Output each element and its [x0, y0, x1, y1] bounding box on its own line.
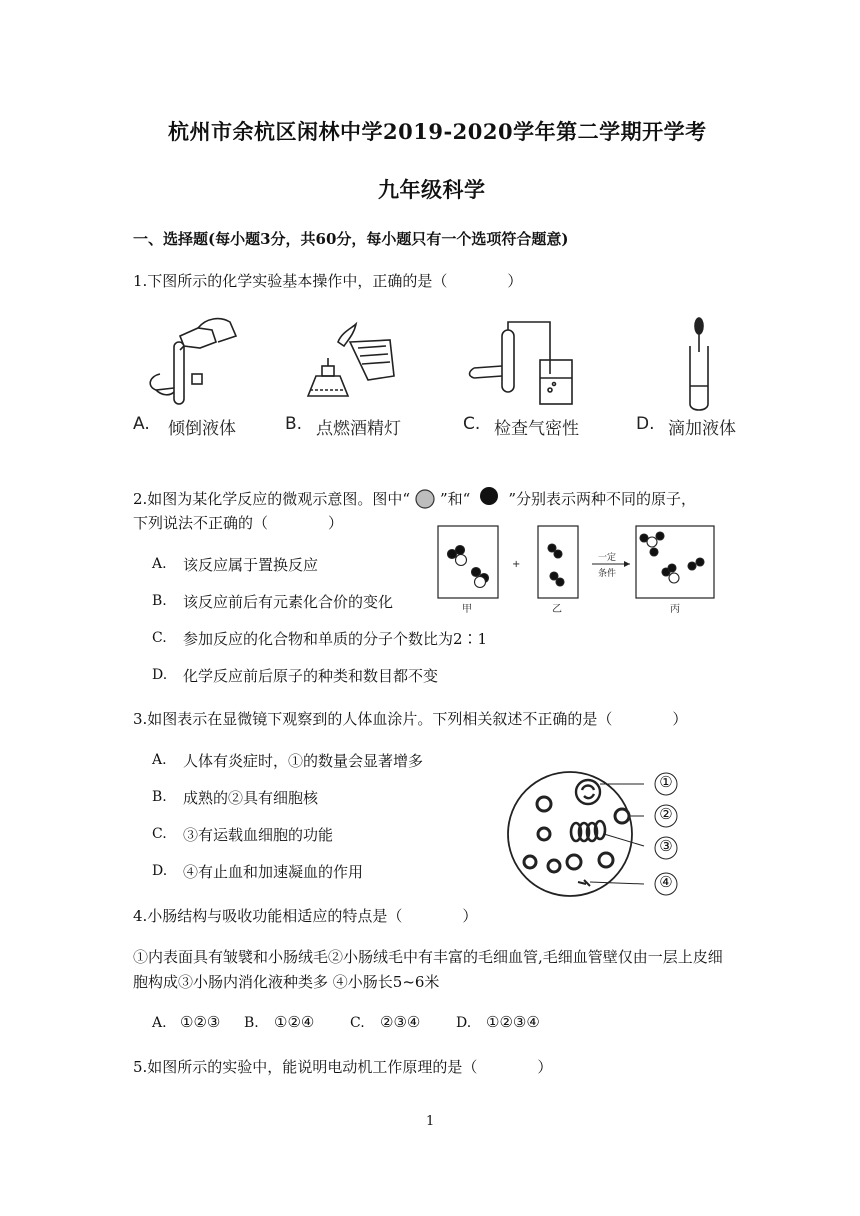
q3-option-c-text: ③有运载血细胞的功能 — [183, 826, 334, 844]
page-subtitle: 九年级科学 — [378, 177, 486, 202]
q2-stem-part2: ”和“ — [439, 490, 471, 508]
fig-a-label: 倾倒液体 — [168, 419, 236, 439]
q3-option-c-letter: C. — [152, 826, 167, 842]
airtightness-check-icon — [466, 316, 578, 414]
black-atom-icon — [476, 486, 502, 508]
fig-c-label: 检查气密性 — [494, 419, 579, 439]
blood-label-3: ③ — [659, 837, 673, 855]
label-bing: 丙 — [670, 604, 680, 615]
fig-b-label: 点燃酒精灯 — [316, 419, 401, 439]
q2-stem-part3: ”分别表示两种不同的原子， — [508, 490, 696, 508]
q4-option-c-text: ②③④ — [380, 1013, 421, 1031]
q3-option-d-text: ④有止血和加速凝血的作用 — [183, 863, 364, 881]
q4-option-a-letter: A. — [152, 1015, 167, 1031]
q4-option-b-letter: B. — [244, 1015, 259, 1031]
dropper-icon — [680, 316, 720, 414]
fig-b-letter: B. — [285, 414, 303, 434]
q3-option-b-letter: B. — [152, 789, 167, 805]
q4-option-b-text: ①②④ — [274, 1013, 315, 1031]
question-4-line1: ①内表面具有皱襞和小肠绒毛②小肠绒毛中有丰富的毛细血管,毛细血管壁仅由一层上皮细 — [133, 948, 723, 966]
box-jia — [438, 526, 498, 598]
label-yi: 乙 — [552, 604, 562, 615]
plus-sign: + — [512, 559, 521, 570]
grey-atom-icon — [414, 488, 436, 510]
arrow-condition-bottom: 条件 — [598, 569, 617, 579]
q4-option-d-text: ①②③④ — [486, 1013, 540, 1031]
question-4-stem: 4.小肠结构与吸收功能相适应的特点是（ ） — [133, 907, 478, 925]
question-5-stem: 5.如图所示的实验中，能说明电动机工作原理的是（ ） — [133, 1058, 553, 1076]
q4-option-c-letter: C. — [350, 1015, 365, 1031]
question-1-stem: 1.下图所示的化学实验基本操作中，正确的是（ ） — [133, 272, 523, 290]
question-4-line2: 胞构成③小肠内消化液种类多 ④小肠长5~6米 — [133, 973, 440, 991]
q4-option-d-letter: D. — [456, 1015, 472, 1031]
fig-d-label: 滴加液体 — [668, 419, 736, 439]
q2-option-d-text: 化学反应前后原子的种类和数目都不变 — [183, 667, 439, 685]
blood-label-1: ① — [659, 773, 673, 791]
blood-label-4: ④ — [659, 873, 673, 891]
q3-option-a-letter: A. — [152, 752, 167, 768]
q2-option-a-letter: A. — [152, 556, 167, 572]
q3-option-a-text: 人体有炎症时，①的数量会显著增多 — [183, 752, 424, 770]
question-2-stem-line1 — [133, 486, 696, 510]
page-number: 1 — [426, 1114, 435, 1129]
q4-option-a-text: ①②③ — [180, 1013, 221, 1031]
q2-stem-part1: 2.如图为某化学反应的微观示意图。图中“ — [133, 490, 410, 508]
pouring-liquid-icon — [140, 316, 250, 414]
fig-d-letter: D. — [636, 414, 655, 434]
question-3-stem: 3.如图表示在显微镜下观察到的人体血涂片。下列相关叙述不正确的是（ ） — [133, 710, 688, 728]
fig-a-letter: A. — [133, 414, 150, 434]
label-jia: 甲 — [462, 604, 472, 615]
alcohol-lamp-icon — [298, 318, 408, 410]
reaction-diagram — [430, 520, 720, 616]
fig-c-letter: C. — [463, 414, 481, 434]
q2-option-c-letter: C. — [152, 630, 167, 646]
page-title: 杭州市余杭区闲林中学2019-2020学年第二学期开学考 — [168, 119, 707, 144]
q2-option-c-text: 参加反应的化合物和单质的分子个数比为2∶1 — [183, 630, 488, 648]
question-2-stem-line2: 下列说法不正确的（ ） — [133, 514, 344, 532]
q3-option-b-text: 成熟的②具有细胞核 — [183, 789, 319, 807]
q3-option-d-letter: D. — [152, 863, 168, 879]
arrow-condition-top: 一定 — [598, 553, 617, 563]
section-heading: 一、选择题(每小题3分，共60分，每小题只有一个选项符合题意) — [133, 230, 569, 248]
q2-option-a-text: 该反应属于置换反应 — [183, 556, 319, 574]
q2-option-b-text: 该反应前后有元素化合价的变化 — [183, 593, 394, 611]
blood-label-2: ② — [659, 805, 673, 823]
q2-option-b-letter: B. — [152, 593, 167, 609]
box-yi — [538, 526, 578, 598]
q2-option-d-letter: D. — [152, 667, 168, 683]
